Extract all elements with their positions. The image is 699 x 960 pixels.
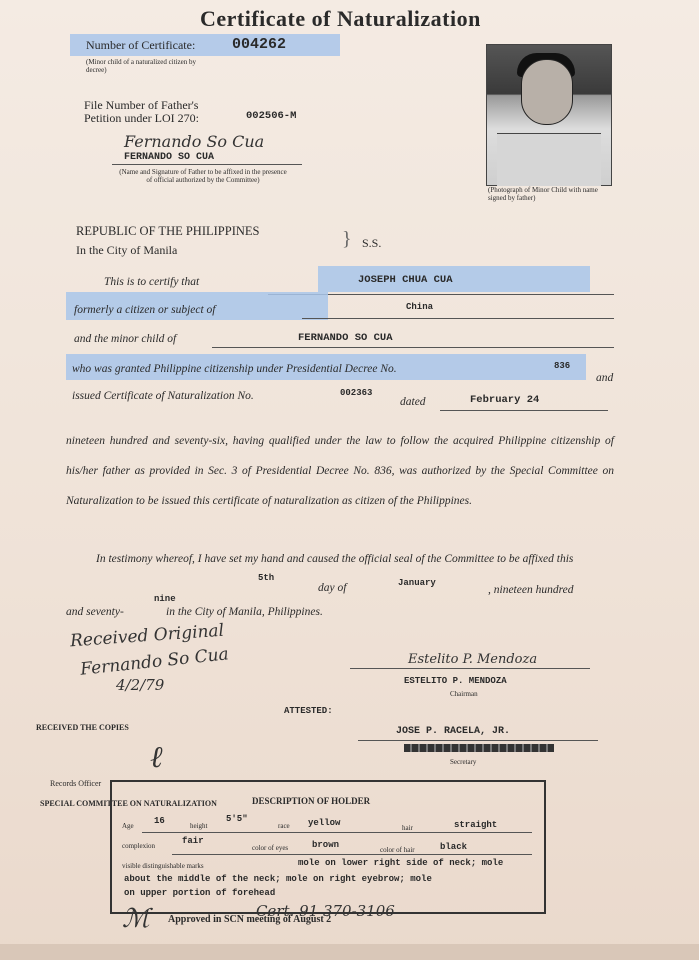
cert-number: 004262 xyxy=(232,36,287,53)
chairman-title: Chairman xyxy=(450,690,478,698)
father-file-number: 002506-M xyxy=(246,110,297,122)
line-row2 xyxy=(172,854,532,855)
year-hand: nine xyxy=(154,594,176,604)
city-end-text: in the City of Manila, Philippines. xyxy=(166,606,323,618)
line-country xyxy=(302,318,614,319)
haircolor-label: color of hair xyxy=(380,846,415,854)
page-bottom-edge xyxy=(0,944,699,960)
marks-line2: about the middle of the neck; mole on right eyebrow; mole xyxy=(124,874,432,884)
chairman-signature: Estelito P. Mendoza xyxy=(408,652,538,667)
decree-number: 836 xyxy=(554,361,571,371)
bottom-mark: ℳ xyxy=(122,904,150,934)
eyes-value: brown xyxy=(312,840,340,850)
line-row1 xyxy=(142,832,532,833)
and-text: and xyxy=(596,372,614,384)
approved-text: Approved in SCN meeting of August 2 xyxy=(168,914,332,925)
race-value: yellow xyxy=(308,818,341,828)
marks-line1: mole on lower right side of neck; mole xyxy=(298,858,504,868)
cert-note: (Minor child of a naturalized citizen by decree) xyxy=(86,58,197,74)
brace: } xyxy=(342,228,352,250)
line-date xyxy=(440,410,608,411)
father-signature: Fernando So Cua xyxy=(124,132,265,151)
struck-text xyxy=(404,744,554,752)
father-file-label2: Petition under LOI 270: xyxy=(84,111,199,125)
body-paragraph: nineteen hundred and seventy-six, having qualified under the law to follow the acquired Philippine citizenship of his/her father as provided in Sec. 3 of Presidential Decree No. 836, was authorized by the Special Committee on Naturalization to be issued this certificate of naturalization as citizen of the Philippines. xyxy=(66,435,614,507)
secretary-title: Secretary xyxy=(450,758,477,766)
cert-number-label: Number of Certificate: xyxy=(86,38,196,52)
age-value: 16 xyxy=(154,816,165,826)
stamp-committee: SPECIAL COMMITTEE ON NATURALIZATION xyxy=(40,799,217,808)
height-value: 5'5" xyxy=(226,814,248,824)
minor-child-text: and the minor child of xyxy=(74,333,177,345)
height-label: height xyxy=(190,822,208,830)
received-signature: Fernando So Cua xyxy=(79,644,230,680)
approved-handwriting: Cert. 91 370-3106 xyxy=(256,902,395,920)
issued-number: 002363 xyxy=(340,388,373,398)
photo-caption: (Photograph of Minor Child with name signed by father) xyxy=(488,186,598,202)
testimony-text: In testimony whereof, I have set my hand and caused the official seal of the Committee to be affixed this xyxy=(96,553,574,565)
description-heading: DESCRIPTION OF HOLDER xyxy=(252,796,371,806)
day-of-text: day of xyxy=(318,582,347,594)
year-prefix: and seventy- xyxy=(66,606,124,618)
race-label: race xyxy=(278,822,290,830)
line-parent xyxy=(212,347,614,348)
certificate-title: Certificate of Naturalization xyxy=(200,6,481,31)
haircolor-value: black xyxy=(440,842,468,852)
sig-line xyxy=(112,164,302,165)
chairman-name: ESTELITO P. MENDOZA xyxy=(404,676,507,686)
father-sig-note: (Name and Signature of Father to be affixed in the presence of official authorized by the Committee) xyxy=(119,168,287,184)
country: China xyxy=(406,302,434,312)
city: In the City of Manila xyxy=(76,243,178,257)
holder-name: JOSEPH CHUA CUA xyxy=(358,274,453,286)
line-secretary xyxy=(358,740,598,741)
age-label: Age xyxy=(122,822,134,830)
received-note: Received Original xyxy=(69,620,225,652)
certify-text: This is to certify that xyxy=(104,276,200,288)
ss-label: S.S. xyxy=(362,236,382,250)
complexion-label: complexion xyxy=(122,842,156,850)
republic: REPUBLIC OF THE PHILIPPINES xyxy=(76,224,260,238)
minor-photograph xyxy=(486,44,612,186)
scribble-mark: ℓ xyxy=(150,740,163,775)
month-value: January xyxy=(398,578,436,588)
formerly-text: formerly a citizen or subject of xyxy=(74,304,216,316)
stamp-records: Records Officer xyxy=(50,779,102,788)
line-chairman xyxy=(350,668,590,669)
marks-line3: on upper portion of forehead xyxy=(124,888,276,898)
granted-text: who was granted Philippine citizenship under Presidential Decree No. xyxy=(72,363,397,375)
hair-label: hair xyxy=(402,824,413,832)
dated-text: dated xyxy=(400,396,426,408)
received-date: 4/2/79 xyxy=(116,676,165,694)
parent-name: FERNANDO SO CUA xyxy=(298,332,393,344)
secretary-name: JOSE P. RACELA, JR. xyxy=(396,726,511,737)
attested-label: ATTESTED: xyxy=(284,706,333,716)
marks-label: visible distinguishable marks xyxy=(122,862,204,870)
complexion-value: fair xyxy=(182,836,204,846)
nineteen-text: , nineteen hundred xyxy=(488,584,574,596)
day-value: 5th xyxy=(258,573,275,583)
description-box xyxy=(110,780,546,914)
issued-text: issued Certificate of Naturalization No. xyxy=(72,390,254,402)
father-file-label1: File Number of Father's xyxy=(84,98,199,112)
father-name: FERNANDO SO CUA xyxy=(124,152,215,163)
eyes-label: color of eyes xyxy=(252,844,289,852)
hair-value: straight xyxy=(454,820,498,830)
stamp-received: RECEIVED THE COPIES xyxy=(36,723,129,732)
issued-date: February 24 xyxy=(470,394,540,406)
